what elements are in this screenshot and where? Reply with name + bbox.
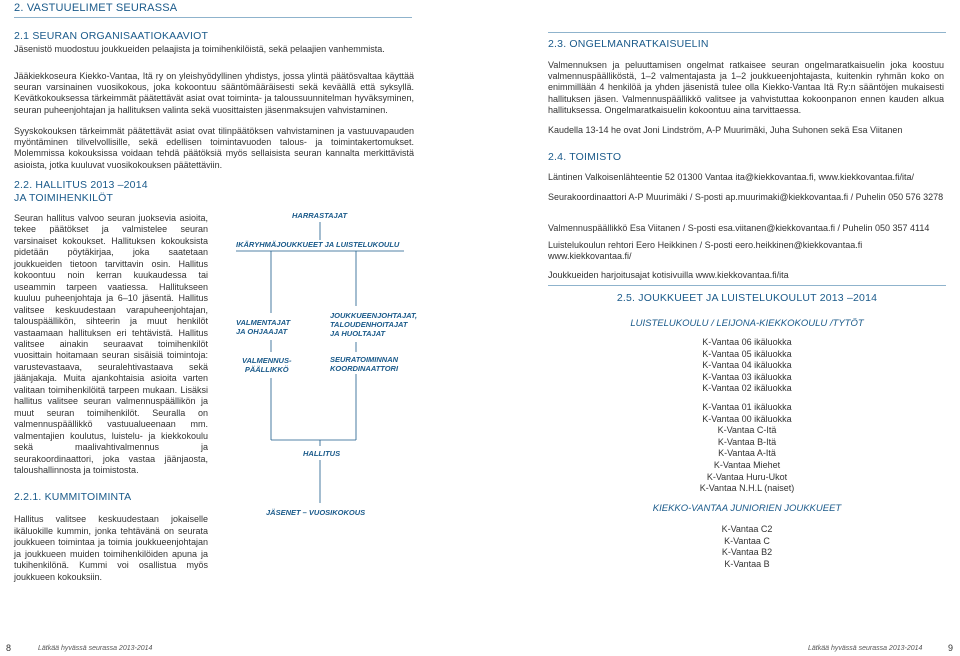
org-joukkueenjohtajat	[330, 311, 417, 338]
team-list-item: K-Vantaa B	[724, 558, 770, 569]
section-2-5-subtitle-2: KIEKKO-VANTAA JUNIORIEN JOUKKUEET	[652, 503, 842, 514]
office-address: Läntinen Valkoisenlähteentie 52 01300 Vantaa ita@kiekkovantaa.fi, www.kiekkovantaa.fi/ita/	[548, 172, 915, 182]
org-valmentajat-line1: VALMENTAJAT	[236, 318, 291, 327]
team-list-c	[548, 524, 946, 570]
footer-text-right: Lätkää hyvässä seurassa 2013-2014	[808, 645, 923, 652]
team-list-item: K-Vantaa 05 ikäluokka	[702, 348, 792, 359]
section-2-3-members: Kaudella 13-14 he ovat Joni Lindström, A-P Muurimäki, Juha Suhonen sekä Esa Viitanen	[548, 125, 903, 135]
section-2-2-1-title: 2.2.1. KUMMITOIMINTA	[14, 491, 132, 503]
section-2-1-paragraph-2: Syyskokouksen tärkeimmät päätettävät asiat ovat tilinpäätöksen vahvistaminen ja vastuuvapauden myöntäminen tilivelvollisille, sekä edellisen toimintavuoden talous- ja toimintakertomukset. Molemmissa kokouksissa voidaan tehdä päätöksiä myös sellaisista seuran kannalta merkittävistä asioista, jotka kuuluvat vuosikokouksen päätettäviin.	[14, 126, 414, 170]
office-coordinator: Seurakoordinaattori A-P Muurimäki / S-posti ap.muurimaki@kiekkovantaa.fi / Puhelin 050 576 3278	[548, 192, 944, 202]
chapter-title: 2. VASTUUELIMET SEURASSA	[14, 2, 178, 14]
section-2-2-1-paragraph: Hallitus valitsee keskuudestaan jokaiselle ikäluokille kummin, jonka tehtävänä on seurata joukkueen toimintaa ja toimia joukkueenjohtajan ja joukkueen muiden toimihenkilöiden apuna ja tukihenkilönä. Kummi voi osallistua myös joukkueen kokouksiin.	[14, 514, 208, 582]
right-top-divider	[548, 32, 946, 33]
section-2-5-title: 2.5. JOUKKUEET JA LUISTELUKOULUT 2013 –2014	[616, 292, 878, 304]
team-list-item: K-Vantaa A-Itä	[718, 448, 776, 459]
org-hallitus: HALLITUS	[303, 449, 341, 458]
office-coach-head: Valmennuspäällikkö Esa Viitanen / S-posti esa.viitanen@kiekkovantaa.fi / Puhelin 050 357 4114	[548, 223, 930, 233]
org-valmennuspaallikko-line2: PÄÄLLIKKÖ	[244, 365, 289, 374]
org-joukkueenjohtajat-line2: TALOUDENHOITAJAT	[330, 320, 408, 329]
team-list-item: K-Vantaa Miehet	[713, 459, 781, 470]
section-2-5-subtitle-1: LUISTELUKOULU / LEIJONA-KIEKKOKOULU /TYTÖT	[630, 318, 864, 329]
section-2-2-paragraph: Seuran hallitus valvoo seuran juoksevia asioita, tekee päätökset ja valmistelee seuran varsinaiset kokoukset. Hallituksen kokouksista pidetään pöytäkirjaa, joka saatetaan joukkueiden tietoon tarvittavin osin. Hallitus kokoontuu noin kerran kuukaudessa tai useammin tarpeen vaatiessa. Hallitukseen kuuluu puheenjohtaja ja 6–10 jäsentä. Hallitus valitsee keskuudestaan varapuheenjohtajan, talouspäällikön, sihteerin ja muut henkilöt vastaamaan hallituksen eri tehtävistä. Hallitus valitsee ainakin seuraavat toimihenkilöt vuosittain hoitamaan seuran sisäisiä toimintoja: varustevastaava, seuralehtivastaava sekä jäänjakaja. Muita ajankohtaisia asioita varten valitaan toimihenkilöitä tarpeen mukaan. Lisäksi hallitus valitsee seuran valmennuspäällikön ja muut seuran toimihenkilöt. Seuralla on valmennuspäällikkö vastuualueenaan mm. valmentajien koulutus, luistelu- ja kiekkokoulu sekä maalivahtivalmennus ja seurakoordinaattori, joka vastaa jäänjaosta, taloushallinnosta ja toimistosta.	[14, 213, 208, 475]
org-koordinaattori-line1: SEURATOIMINNAN	[330, 355, 399, 364]
org-joukkueenjohtajat-line1: JOUKKUEENJOHTAJAT,	[330, 311, 418, 320]
team-list-item: K-Vantaa 04 ikäluokka	[702, 360, 792, 371]
footer-page-number-left: 8	[6, 643, 12, 653]
team-list-item: K-Vantaa Huru-Ukot	[706, 471, 788, 482]
team-list-item: K-Vantaa 06 ikäluokka	[702, 337, 792, 347]
footer-text-left: Lätkää hyvässä seurassa 2013-2014	[38, 645, 153, 652]
team-list-item: K-Vantaa C	[724, 535, 770, 546]
team-list-item: K-Vantaa N.H.L (naiset)	[699, 483, 795, 494]
org-valmentajat-line2: JA OHJAAJAT	[236, 327, 288, 336]
org-valmennuspaallikko-line1: VALMENNUS-	[242, 356, 292, 365]
org-seuratoiminnan-koordinaattori	[330, 355, 398, 373]
section-2-3-title: 2.3. ONGELMANRATKAISUELIN	[548, 38, 709, 50]
org-valmennuspaallikko	[242, 356, 291, 374]
org-ikaryhmajoukkueet: IKÄRYHMÄJOUKKUEET JA LUISTELUKOULU	[236, 240, 400, 249]
team-list-item: K-Vantaa C-Itä	[717, 425, 777, 436]
section-2-1-title: 2.1 SEURAN ORGANISAATIOKAAVIOT	[14, 30, 209, 42]
team-list-item: K-Vantaa 03 ikäluokka	[702, 371, 792, 382]
org-joukkueenjohtajat-line3: JA HUOLTAJAT	[330, 329, 386, 338]
office-training-times: Joukkueiden harjoitusajat kotisivuilla www.kiekkovantaa.fi/ita	[548, 270, 789, 280]
footer-page-number-right: 9	[948, 643, 954, 653]
section-2-1-paragraph-1: Jääkiekkoseura Kiekko-Vantaa, Itä ry on yleishyödyllinen yhdistys, jossa ylintä päätösvaltaa käyttää seuran varsinainen vuosikokous, joka kokoontuu sääntömääräisesti sekä keväällä että syksyllä. Kevätkokouksessa tärkeimmät päätettävät asiat ovat toiminta- ja taloussuunnitelman hyväksyminen, seuran puheenjohtajan ja hallituksen valinta sekä vuosittaisten jäsenmaksujen vahvistaminen.	[14, 71, 414, 115]
team-list-item: K-Vantaa 01 ikäluokka	[702, 402, 792, 412]
right-mid-divider	[548, 285, 946, 286]
org-koordinaattori-line2: KOORDINAATTORI	[330, 364, 399, 373]
org-valmentajat	[236, 318, 290, 336]
org-harrastajat: HARRASTAJAT	[292, 211, 348, 220]
team-list-item: K-Vantaa B2	[721, 547, 773, 558]
team-list-a	[548, 337, 946, 395]
org-jasenet-vuosikokous: JÄSENET – VUOSIKOKOUS	[266, 508, 366, 517]
team-list-item: K-Vantaa 02 ikäluokka	[702, 383, 792, 394]
team-list-b	[548, 402, 946, 495]
section-2-2-title-line2: JA TOIMIHENKILÖT	[14, 192, 114, 204]
section-2-4-title: 2.4. TOIMISTO	[548, 151, 622, 163]
section-2-3-paragraph: Valmennuksen ja peluuttamisen ongelmat ratkaisee seuran ongelmaratkaisuelin joka koostuu valmennuspäälliköstä, 1–2 valmentajasta ja 1–2 joukkueenjohtajasta, kuitenkin ryhmän koko on enimmillään 4 henkilöä ja yhden jäsenistä tulee olla Kiekko-Vantaa Itä Ry:n sääntöjen mukaisesti hallituksen jäsen. Valmennuspäällikkö valitsee ja vahvistuttaa kokoonpanon ennen kauden alkua hallituksessa. Ongelmaratkaisuelin kokoontuu aina tarvittaessa.	[548, 60, 944, 115]
office-skating-school: Luistelukoulun rehtori Eero Heikkinen / S-posti eero.heikkinen@kiekkovantaa.fi www.kiekkovantaa.fi/	[548, 240, 863, 262]
section-2-1-intro: Jäsenistö muodostuu joukkueiden pelaajista ja toimihenkilöistä, sekä pelaajien vanhemmista.	[14, 44, 385, 54]
section-2-2-title-line1: 2.2. HALLITUS 2013 –2014	[14, 179, 148, 191]
team-list-item: K-Vantaa C2	[721, 524, 773, 534]
team-list-item: K-Vantaa B-Itä	[717, 436, 777, 447]
team-list-item: K-Vantaa 00 ikäluokka	[702, 413, 792, 424]
